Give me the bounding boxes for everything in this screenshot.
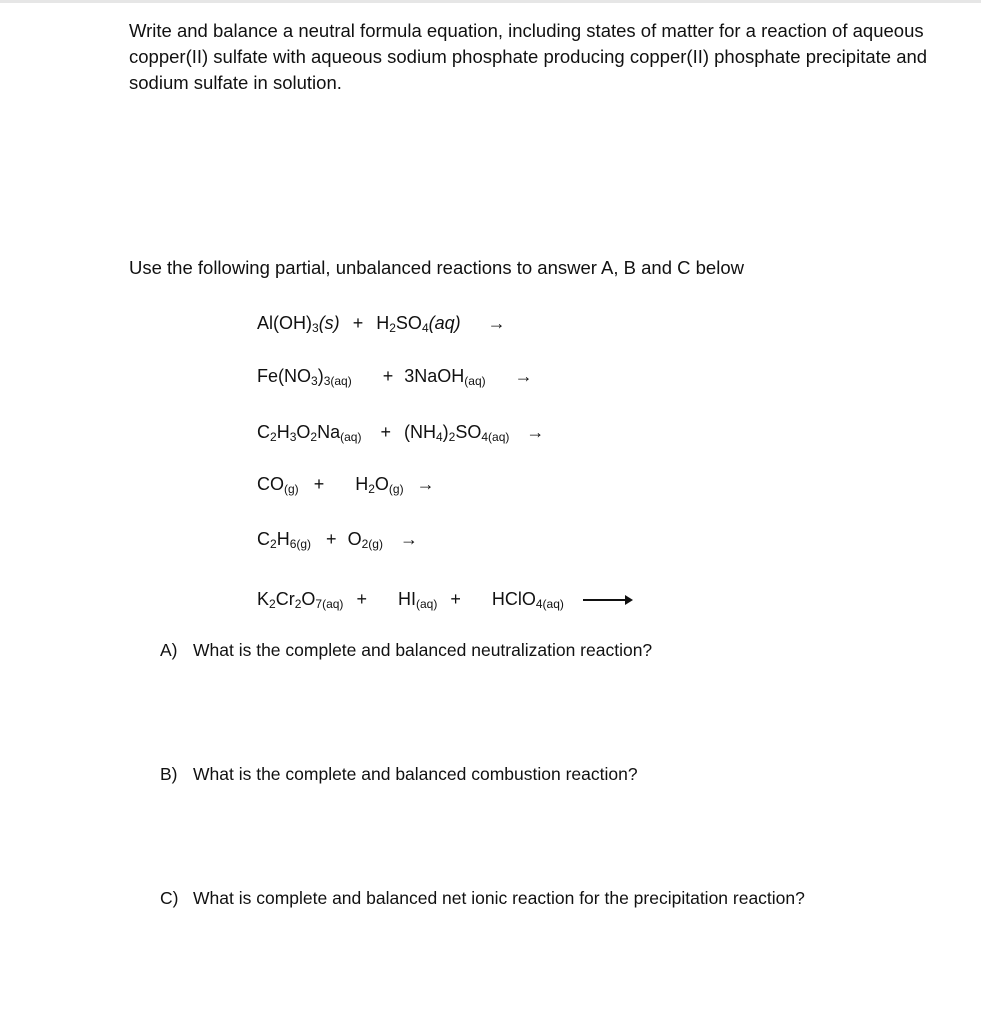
reaction-1 xyxy=(257,311,506,335)
instructions-text: Use the following partial, unbalanced reactions to answer A, B and C below xyxy=(129,257,744,278)
question-label: A) xyxy=(160,640,178,660)
plus-sign: + xyxy=(380,422,391,442)
reaction-4 xyxy=(257,472,435,496)
reaction-arrow: → xyxy=(526,422,545,442)
reactant-sodium-acetate: $C_2H_3O_2Na_{(aq)}$ xyxy=(257,422,362,444)
reactant-carbon-monoxide: $CO_{(g)}$ xyxy=(257,474,299,496)
top-divider xyxy=(0,0,981,3)
plus-sign: + xyxy=(382,366,394,386)
reaction-arrow: → xyxy=(399,529,418,549)
reaction-3 xyxy=(257,420,544,444)
reaction-6 xyxy=(257,587,633,611)
reactant-potassium-dichromate: $K_2Cr_2O_{7(aq)}$ xyxy=(257,589,344,611)
reactant-iron-nitrate: $Fe(NO_3)_{3(aq)}$ xyxy=(257,366,352,388)
plus-sign: + xyxy=(352,313,364,333)
reaction-arrow: → xyxy=(416,474,435,494)
reactant-ammonium-sulfate: $(NH_4)_2SO_{4(aq)}$ xyxy=(403,422,510,444)
reaction-5 xyxy=(257,527,418,551)
reactant-oxygen: $O_{2(g)}$ xyxy=(347,529,383,551)
reaction-arrow: → xyxy=(514,366,533,386)
question-a xyxy=(160,638,652,662)
plus-sign: + xyxy=(450,589,461,609)
question-label: B) xyxy=(160,764,178,784)
reactant-perchloric-acid: HClO$_{4(aq)}$ xyxy=(491,589,564,611)
reactant-ethane: $C_2H_{6(g)}$ xyxy=(257,529,312,551)
question-text: What is the complete and balanced neutralization reaction? xyxy=(193,640,653,660)
reaction-2 xyxy=(257,364,533,388)
reactant-aluminum-hydroxide: $Al(OH)_3(s)$ xyxy=(257,313,340,335)
reactant-hydroiodic-acid: $HI_{(aq)}$ xyxy=(397,589,438,611)
question-c xyxy=(160,886,805,910)
question-text: What is the complete and balanced combustion reaction? xyxy=(193,764,638,784)
long-reaction-arrow xyxy=(583,595,633,605)
plus-sign: + xyxy=(356,589,367,609)
reactant-sulfuric-acid: $H_2SO_4(aq)$ xyxy=(376,313,461,335)
intro-paragraph: Write and balance a neutral formula equation, including states of matter for a reaction of aqueous copper(II) sulfate with aqueous sodium phosphate producing copper(II) phosphate precipitate and sodium sulfate in solution. xyxy=(129,20,928,93)
question-b xyxy=(160,762,638,786)
question-text: What is complete and balanced net ionic reaction for the precipitation reaction? xyxy=(193,888,805,908)
reactant-sodium-hydroxide: 3NaOH$_{(aq)}$ xyxy=(404,366,486,388)
reaction-arrow: → xyxy=(487,313,506,333)
plus-sign: + xyxy=(313,474,325,494)
question-label: C) xyxy=(160,888,179,908)
plus-sign: + xyxy=(326,529,337,549)
reactant-water: $H_2O_{(g)}$ xyxy=(355,474,404,496)
